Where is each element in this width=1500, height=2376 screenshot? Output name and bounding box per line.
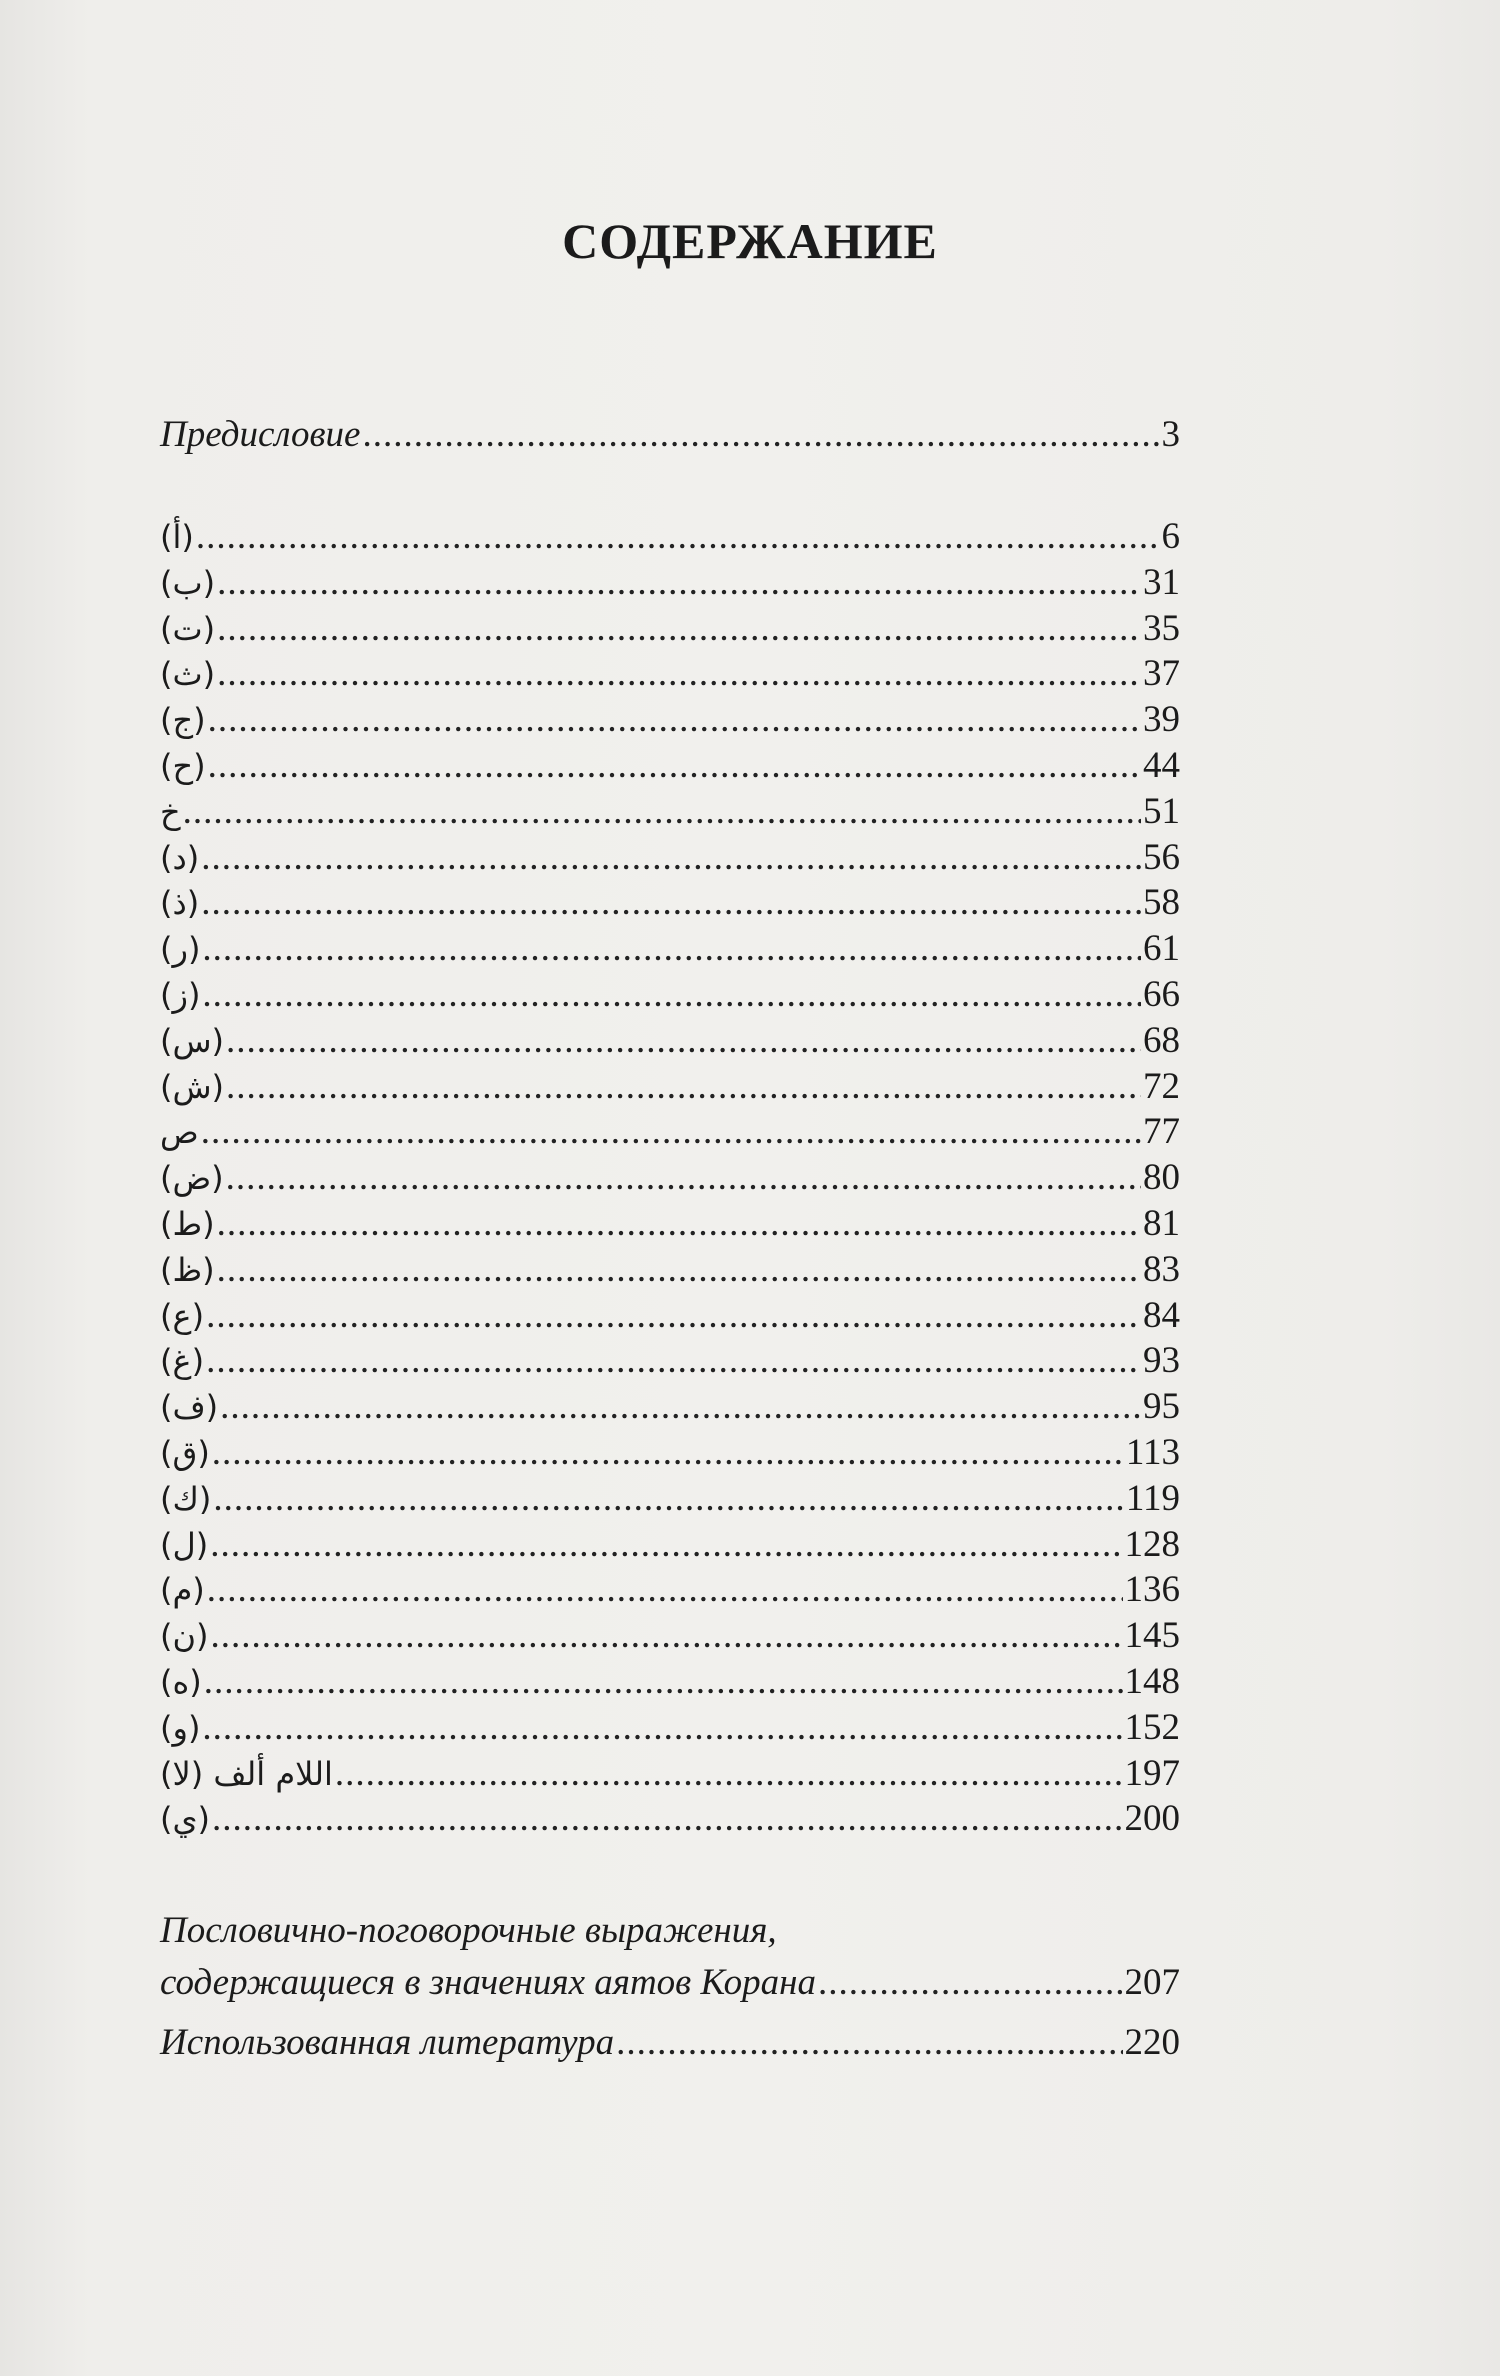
toc-page-number: 136 (1124, 1569, 1180, 1611)
toc-entry-label: (ض) (160, 1159, 224, 1198)
toc-entry (160, 697, 1180, 743)
toc-entry (160, 1659, 1180, 1705)
toc-entry-label: (م) (160, 1571, 205, 1610)
toc-page-number: 77 (1143, 1111, 1180, 1153)
toc-entry (160, 1476, 1180, 1522)
toc-entry-label: (ر) (160, 930, 201, 969)
toc-entry-label: (ظ) (160, 1250, 215, 1289)
toc-page-number: 58 (1143, 882, 1180, 924)
dot-leader (818, 1960, 1122, 2006)
dot-leader (202, 926, 1141, 972)
toc-entry-label: خ (160, 792, 181, 831)
dot-leader (201, 835, 1141, 881)
toc-entry-label: (د) (160, 838, 200, 877)
toc-entry (160, 835, 1180, 881)
toc-entry-sayings (160, 1960, 1180, 2006)
toc-entry-label: (ك) (160, 1479, 212, 1518)
dot-leader (362, 412, 1159, 458)
toc-entry-label: (ط) (160, 1205, 215, 1243)
dot-leader (212, 1430, 1124, 1476)
toc-entry (160, 606, 1180, 652)
toc-entry (160, 1522, 1180, 1568)
dot-leader (202, 1705, 1122, 1751)
toc-entry (160, 1018, 1180, 1064)
toc-entry-label: (غ) (160, 1342, 205, 1381)
toc-entry (160, 1293, 1180, 1339)
dot-leader (226, 1064, 1141, 1110)
toc-entry-label: Предисловие (160, 414, 361, 455)
toc-entry (160, 1705, 1180, 1751)
toc-entry-label: (ش) (160, 1067, 225, 1106)
dot-leader (206, 1293, 1141, 1339)
dot-leader (226, 1155, 1141, 1201)
toc-page-number: 37 (1143, 653, 1180, 695)
toc-entry (160, 560, 1180, 606)
toc-page-number: 31 (1143, 561, 1180, 603)
toc-page-number: 51 (1143, 790, 1180, 832)
toc-entry (160, 1155, 1180, 1201)
toc-entry-label: ص (160, 1113, 199, 1152)
toc-entry (160, 1064, 1180, 1110)
toc-entry-label: (ل) (160, 1525, 209, 1564)
toc-page-number: 44 (1143, 745, 1180, 786)
toc-page-number: 95 (1143, 1386, 1180, 1428)
toc-entry-label: (و) (160, 1708, 201, 1747)
dot-leader (217, 651, 1141, 697)
toc-entry (160, 880, 1180, 926)
toc-entry-label: Использованная литература (160, 2022, 615, 2063)
dot-leader (196, 514, 1160, 560)
toc-page-number: 66 (1143, 974, 1180, 1015)
toc-page-number: 61 (1143, 928, 1180, 970)
toc-entry (160, 1567, 1180, 1613)
toc-entry-label: (ث) (160, 655, 216, 694)
toc-page-number: 3 (1161, 414, 1180, 455)
toc-page-number: 220 (1124, 2022, 1180, 2063)
toc-entry-label: (س) (160, 1021, 225, 1060)
dot-leader (201, 1109, 1141, 1155)
dot-leader (616, 2020, 1122, 2066)
toc-page-number: 39 (1143, 699, 1180, 741)
toc-entry (160, 926, 1180, 972)
toc-entry-label: (أ) (160, 518, 194, 556)
toc-entry-label: (ج) (160, 701, 206, 740)
toc-entry (160, 1751, 1180, 1797)
toc-entry (160, 1796, 1180, 1842)
dot-leader (335, 1751, 1123, 1797)
toc-entry-label: (ع) (160, 1296, 205, 1335)
dot-leader (212, 1796, 1122, 1842)
toc-page-number: 197 (1124, 1752, 1180, 1794)
toc-page-number: 56 (1143, 836, 1180, 878)
dot-leader (208, 743, 1141, 789)
toc-entry-label: (ذ) (160, 884, 200, 923)
toc-entry-label: (ف) (160, 1388, 219, 1427)
dot-leader (210, 1522, 1122, 1568)
toc-entry-label: (ز) (160, 976, 201, 1014)
toc-entry (160, 1384, 1180, 1430)
toc-entry (160, 1613, 1180, 1659)
toc-entry-label: содержащиеся в значениях аятов Корана (160, 1962, 817, 2003)
toc-page-number: 148 (1124, 1661, 1180, 1702)
toc-page-number: 119 (1125, 1477, 1180, 1519)
dot-leader (220, 1384, 1141, 1430)
toc-entry-preface (160, 412, 1180, 458)
toc-entry-label: (ي) (160, 1800, 211, 1839)
toc-page-number: 81 (1143, 1203, 1180, 1244)
toc-entry (160, 1109, 1180, 1155)
toc-entry (160, 651, 1180, 697)
toc-entry-label: (ت) (160, 609, 216, 648)
toc-page-number: 6 (1161, 516, 1180, 557)
toc-page-number: 128 (1124, 1523, 1180, 1565)
toc-page-number: 93 (1143, 1340, 1180, 1382)
toc-page-number: 207 (1124, 1962, 1180, 2003)
toc-entry-label: (ق) (160, 1434, 210, 1472)
toc-page-number: 152 (1124, 1706, 1180, 1748)
toc-page-number: 80 (1143, 1157, 1180, 1199)
toc-entry (160, 1201, 1180, 1247)
toc-entry (160, 789, 1180, 835)
toc-entry-label: (ح) (160, 747, 206, 785)
toc-page-number: 35 (1143, 607, 1180, 649)
toc-entry-label: اللام ألف (لا) (160, 1754, 333, 1793)
toc-entry (160, 1338, 1180, 1384)
toc-entry-label: (ه) (160, 1663, 202, 1701)
toc-page-number: 145 (1124, 1615, 1180, 1657)
toc-entry (160, 514, 1180, 560)
dot-leader (226, 1018, 1141, 1064)
toc-entry (160, 743, 1180, 789)
dot-leader (208, 697, 1141, 743)
toc-entry (160, 1247, 1180, 1293)
dot-leader (217, 1247, 1141, 1293)
toc-page-number: 84 (1143, 1294, 1180, 1336)
dot-leader (217, 560, 1141, 606)
dot-leader (183, 789, 1141, 835)
toc-entry-label: (ن) (160, 1617, 209, 1656)
page-title: СОДЕРЖАНИЕ (562, 213, 938, 269)
toc-page-number: 200 (1124, 1798, 1180, 1840)
dot-leader (213, 1476, 1124, 1522)
toc-entry (160, 1430, 1180, 1476)
toc-entry (160, 972, 1180, 1018)
dot-leader (217, 1201, 1141, 1247)
toc-page-number: 83 (1143, 1248, 1180, 1290)
toc-page-number: 113 (1125, 1432, 1180, 1473)
toc-entry-literature (160, 2020, 1180, 2066)
dot-leader (207, 1567, 1123, 1613)
dot-leader (204, 1659, 1123, 1705)
dot-leader (217, 606, 1141, 652)
dot-leader (206, 1338, 1141, 1384)
dot-leader (201, 880, 1141, 926)
toc-page-number: 72 (1143, 1065, 1180, 1107)
toc-page-number: 68 (1143, 1019, 1180, 1061)
toc-entry-sayings-line1: Пословично-поговорочные выражения, (160, 1910, 777, 1951)
toc-entry-label: (ب) (160, 563, 216, 602)
dot-leader (202, 972, 1141, 1018)
dot-leader (210, 1613, 1122, 1659)
